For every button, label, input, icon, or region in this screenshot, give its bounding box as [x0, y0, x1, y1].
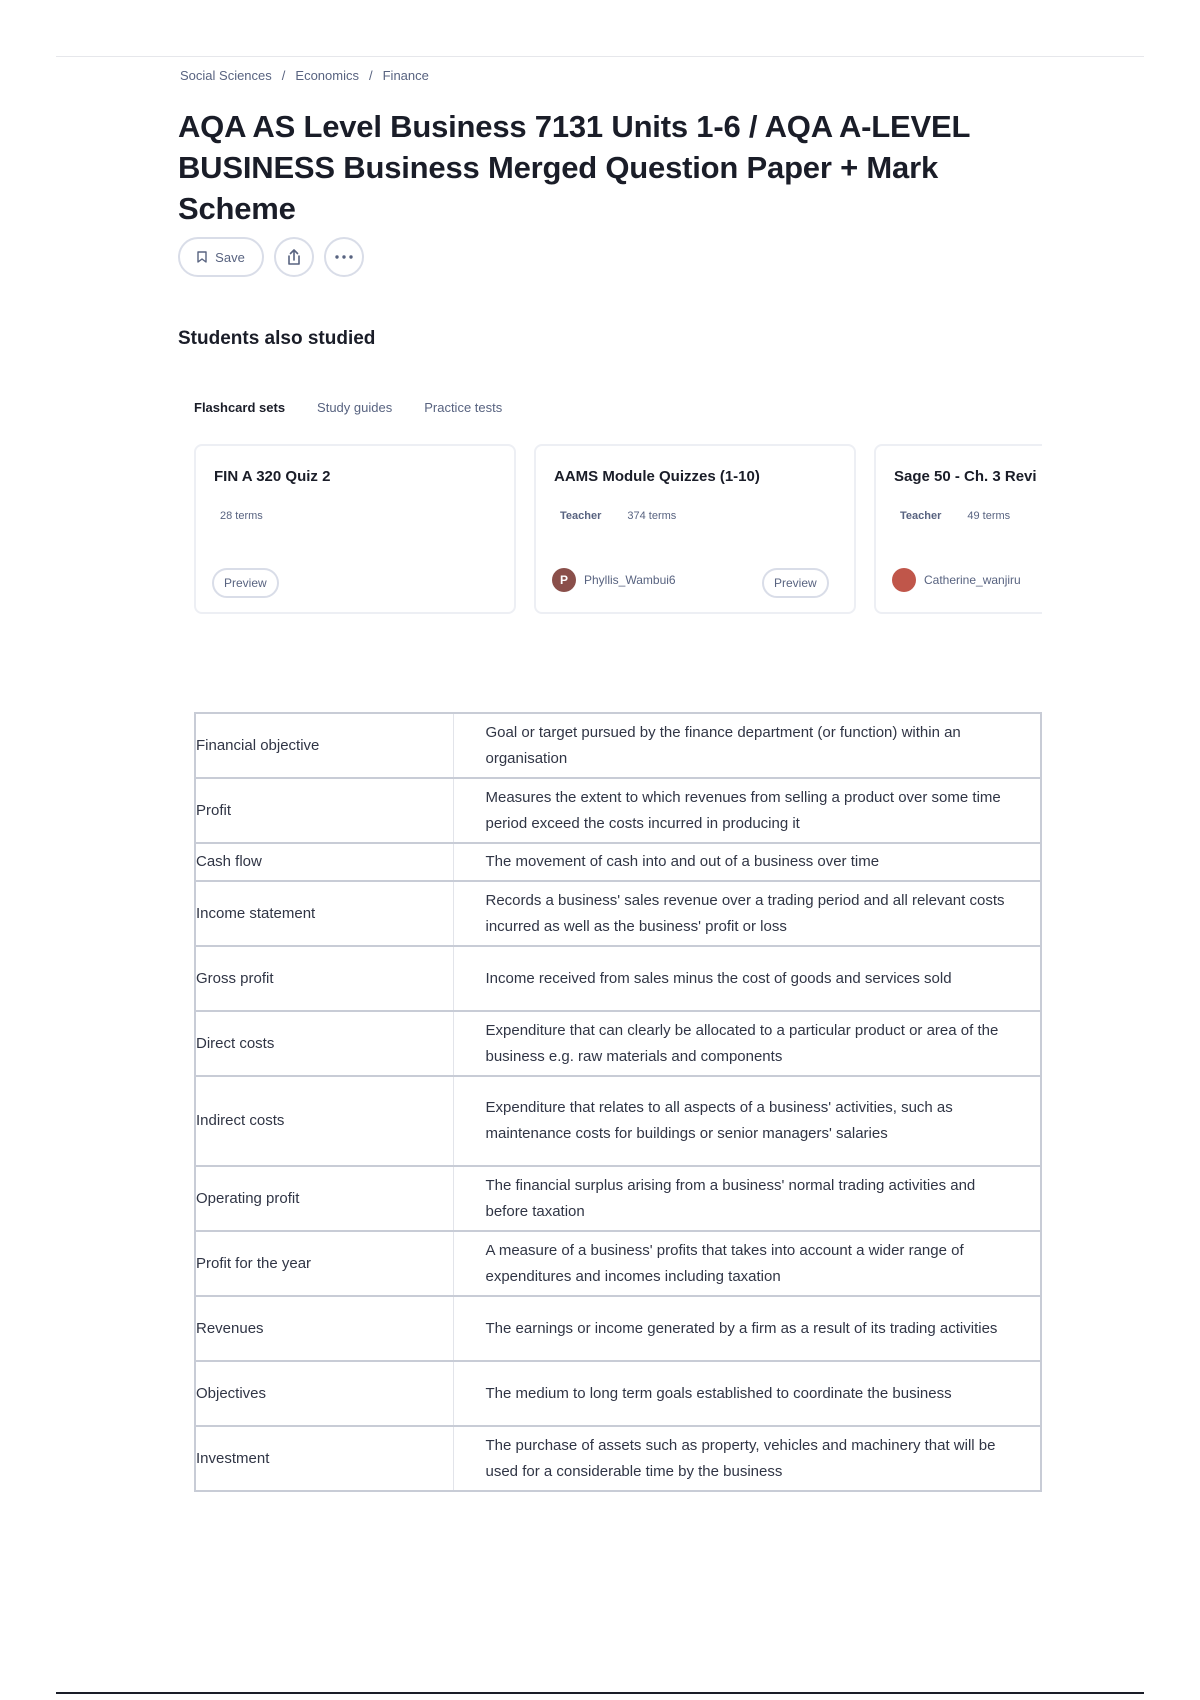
table-row — [195, 778, 1041, 843]
preview-button[interactable]: Preview — [762, 568, 829, 598]
top-divider — [56, 56, 1144, 57]
author-username: Catherine_wanjiru — [924, 573, 1021, 587]
term-cell: Objectives — [195, 1361, 453, 1426]
table-row — [195, 1076, 1041, 1166]
more-options-button[interactable] — [324, 237, 364, 277]
teacher-badge: Teacher — [900, 510, 942, 522]
study-tabs — [194, 400, 502, 415]
study-set-card[interactable] — [194, 444, 516, 614]
table-row — [195, 1166, 1041, 1231]
students-also-studied-heading: Students also studied — [178, 328, 376, 349]
save-button[interactable] — [178, 237, 264, 277]
term-cell: Financial objective — [195, 713, 453, 778]
tab-practice-tests[interactable]: Practice tests — [424, 400, 503, 415]
table-row — [195, 1231, 1041, 1296]
card-term-count: 28 terms — [220, 510, 263, 522]
share-button[interactable] — [274, 237, 314, 277]
table-row — [195, 713, 1041, 778]
preview-button[interactable]: Preview — [212, 568, 279, 598]
breadcrumb-finance[interactable]: Finance — [382, 68, 429, 83]
page-title: AQA AS Level Business 7131 Units 1-6 / AQA A-LEVEL BUSINESS Business Merged Question Paper + Mark Scheme — [178, 109, 970, 226]
set-actions — [178, 237, 364, 277]
term-cell: Profit for the year — [195, 1231, 453, 1296]
table-row — [195, 1361, 1041, 1426]
breadcrumb — [180, 68, 429, 83]
definition-cell: The purchase of assets such as property, vehicles and machinery that will be used for a considerable time by the business — [453, 1426, 1041, 1491]
card-meta — [560, 510, 676, 522]
tab-study-guides[interactable]: Study guides — [317, 400, 393, 415]
glossary-table — [194, 712, 1042, 1492]
study-set-card[interactable] — [874, 444, 1042, 614]
card-term-count: 374 terms — [627, 510, 677, 522]
save-label: Save — [215, 249, 245, 265]
term-cell: Profit — [195, 778, 453, 843]
term-cell: Investment — [195, 1426, 453, 1491]
breadcrumb-social-sciences[interactable]: Social Sciences — [180, 68, 272, 83]
card-title: FIN A 320 Quiz 2 — [214, 468, 331, 485]
table-row — [195, 843, 1041, 881]
term-cell: Indirect costs — [195, 1076, 453, 1166]
definition-cell: Goal or target pursued by the finance department (or function) within an organisation — [485, 723, 961, 767]
definition-cell: The movement of cash into and out of a business over time — [453, 843, 1041, 881]
table-row — [195, 881, 1041, 946]
breadcrumb-separator: / — [281, 68, 286, 83]
table-row — [195, 1426, 1041, 1491]
avatar: P — [552, 568, 576, 592]
teacher-badge: Teacher — [560, 510, 602, 522]
card-term-count: 49 terms — [967, 510, 1011, 522]
study-set-card[interactable] — [534, 444, 856, 614]
avatar — [892, 568, 916, 592]
definition-cell: Measures the extent to which revenues from selling a product over some time period exceed the costs incurred in producing it — [453, 778, 1041, 843]
term-cell: Direct costs — [195, 1011, 453, 1076]
card-title: Sage 50 - Ch. 3 Revi — [894, 468, 1037, 485]
definition-cell: A measure of a business' profits that takes into account a wider range of expenditures and incomes including taxation — [453, 1231, 1041, 1296]
breadcrumb-economics[interactable]: Economics — [295, 68, 359, 83]
term-cell: Operating profit — [195, 1166, 453, 1231]
definition-cell: The financial surplus arising from a business' normal trading activities and before taxation — [453, 1166, 1041, 1231]
definition-cell: Records a business' sales revenue over a trading period and all relevant costs incurred as well as the business' profit or loss — [453, 881, 1041, 946]
card-meta — [900, 510, 1010, 522]
bottom-divider — [56, 1692, 1144, 1694]
card-title: AAMS Module Quizzes (1-10) — [554, 468, 760, 485]
table-row — [195, 1011, 1041, 1076]
definition-cell: Expenditure that relates to all aspects of a business' activities, such as maintenance costs for buildings or senior managers' salaries — [453, 1076, 1041, 1166]
term-cell: Cash flow — [195, 843, 453, 881]
tab-flashcard-sets[interactable]: Flashcard sets — [194, 400, 286, 415]
definition-cell: Income received from sales minus the cost of goods and services sold — [453, 946, 1041, 1011]
more-icon — [335, 255, 353, 259]
definition-cell: The medium to long term goals established to coordinate the business — [453, 1361, 1041, 1426]
term-cell: Income statement — [195, 881, 453, 946]
definition-cell: Expenditure that can clearly be allocated to a particular product or area of the business e.g. raw materials and components — [453, 1011, 1041, 1076]
term-cell: Revenues — [195, 1296, 453, 1361]
term-cell: Gross profit — [195, 946, 453, 1011]
breadcrumb-separator: / — [368, 68, 373, 83]
table-row — [195, 946, 1041, 1011]
bookmark-icon — [197, 251, 207, 263]
table-row — [195, 1296, 1041, 1361]
share-icon — [286, 248, 302, 266]
card-meta — [220, 510, 263, 522]
card-author[interactable] — [892, 568, 1021, 592]
study-set-carousel — [194, 444, 1042, 616]
card-author[interactable] — [552, 568, 676, 592]
author-username: Phyllis_Wambui6 — [584, 573, 676, 587]
definition-cell: The earnings or income generated by a firm as a result of its trading activities — [453, 1296, 1041, 1361]
